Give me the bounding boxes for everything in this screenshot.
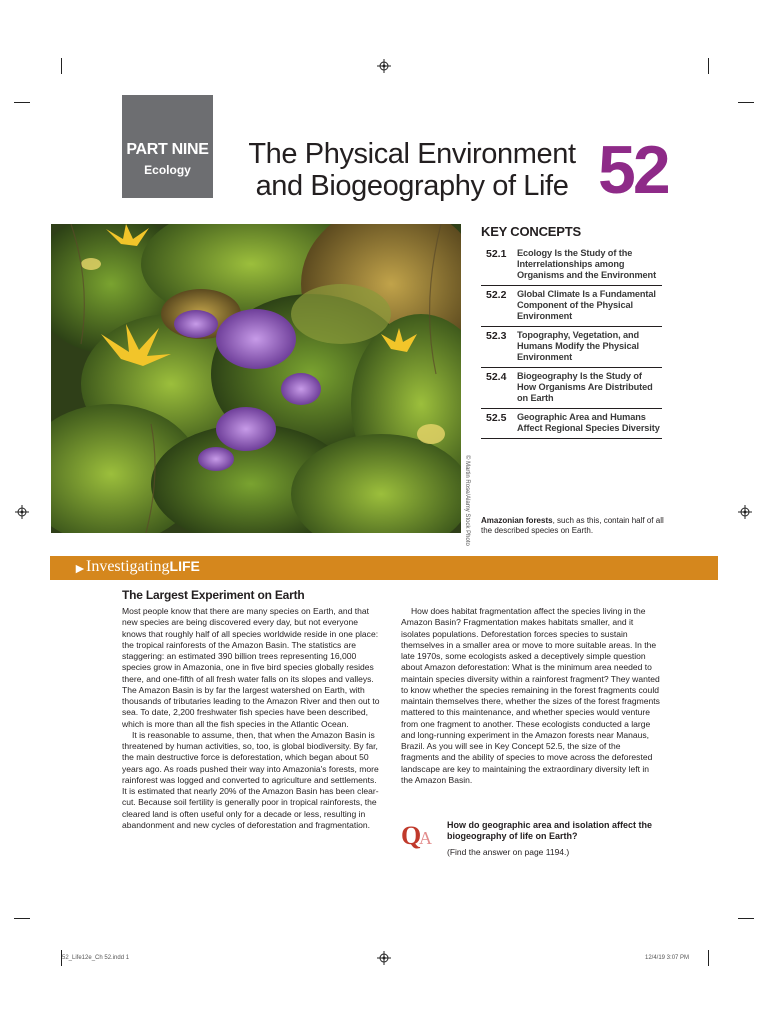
key-concept-item: [481, 286, 662, 327]
chapter-number: 52: [598, 132, 668, 208]
qa-logo-icon: [401, 820, 443, 850]
chapter-title: [222, 138, 602, 202]
body-paragraph: How does habitat fragmentation affect the species living in the Amazon Basin? Fragmentation makes habitats smaller, and it isolates populations. Deforestation forces species to sustain themselves in a smaller area or move to more suitable areas. In the late 1970s, some ecologists asked a deceptively simple question about Amazon deforestation: What is the minimum area needed to maintain species diversity within a rainforest fragment? They wanted to know whether the species remaining in the forest fragments could maintain themselves there, whether the sizes of the forest fragments mattered to this maintenance, and whether species would venture from one fragment to another. These ecologists conducted a large and long-running experiment in the Amazon forests near Manaus, Brazil. As you will see in Key Concept 52.5, the size of the fragments and the ability of species to move across the deforested landscape are key to maintaining the extraordinary diversity left in the Amazon Basin.: [401, 606, 660, 785]
body-column-right: [401, 606, 660, 786]
qa-callout: [401, 820, 663, 860]
crop-mark: [708, 58, 709, 74]
body-paragraph: It is reasonable to assume, then, that when the Amazon Basin is threatened by human activities, so, too, is global biodiversity. By far, the main destructive force is deforestation, which began about 50 years ago. As roads pushed their way into Amazonia's forests, more rainforest was logged and converted to agriculture and settlements. It is estimated that nearly 20% of the Amazon Basin has been clear-cut. Because soil fertility is generally poor in tropical rainforests, the cleared land is often useful only for a decade or less, resulting in abandonment and new cycles of deforestation and fragmentation.: [122, 729, 379, 830]
body-column-left: [122, 606, 381, 831]
key-concepts-list: [481, 245, 662, 439]
key-concept-number: 52.3: [486, 330, 507, 342]
photo-credit-wrap: [462, 455, 472, 546]
photo-caption-bold: Amazonian forests: [481, 516, 553, 525]
photo-caption-rest: , such as this, contain half of all the described species on Earth.: [481, 516, 664, 535]
key-concept-number: 52.5: [486, 412, 507, 424]
investigating-life-label: [86, 558, 200, 576]
part-label-box: [122, 95, 213, 198]
play-arrow-icon: ►: [73, 560, 87, 576]
rainforest-canopy-image: [51, 224, 461, 533]
crop-mark: [708, 950, 709, 966]
section-title: The Largest Experiment on Earth: [122, 588, 305, 602]
key-concept-item: [481, 409, 662, 439]
footer-timestamp: 12/4/19 3:07 PM: [645, 955, 690, 961]
key-concept-item: [481, 245, 662, 286]
key-concept-text: Global Climate Is a Fundamental Component of the Physical Environment: [517, 289, 656, 321]
key-concept-text: Biogeography Is the Study of How Organisms Are Distributed on Earth: [517, 371, 653, 403]
crop-mark: [14, 102, 30, 103]
photo-caption: [481, 516, 671, 536]
crop-mark: [738, 102, 754, 103]
rainforest-photo: [51, 224, 461, 533]
key-concept-text: Topography, Vegetation, and Humans Modify the Physical Environment: [517, 330, 640, 362]
crop-mark: [738, 918, 754, 919]
qa-logo-q: Q: [401, 821, 422, 850]
part-label: PART NINE: [126, 141, 209, 158]
registration-mark-icon: [377, 951, 391, 965]
key-concept-text: Geographic Area and Humans Affect Regional Species Diversity: [517, 412, 660, 433]
registration-mark-icon: [738, 505, 752, 519]
body-paragraph: Most people know that there are many species on Earth, and that new species are being discovered every day, but not everyone knows that roughly half of all species worldwide reside in one place: the tropical rainforests of the Amazon Basin. The statistics are staggering: an estimated 390 billion trees representing 16,000 species grow in Amazonia, one in five bird species globally resides there, and one-fifth of all fresh water falls on its slopes and valleys. The Amazon Basin is by far the largest watershed on Earth, with thousands of tributaries leading to the Amazon River and then out to sea. To date, 2,200 freshwater fish species have been described, which is more than all the fish species in the Atlantic Ocean.: [122, 606, 380, 729]
photo-credit: © Martin Rose/Alamy Stock Photo: [464, 455, 470, 546]
key-concept-number: 52.4: [486, 371, 507, 383]
investigating-prefix: Investigating: [86, 558, 170, 575]
registration-mark-icon: [15, 505, 29, 519]
registration-mark-icon: [377, 59, 391, 73]
footer-file-info: 52_Life12e_Ch 52.indd 1: [62, 955, 130, 961]
part-subtitle: Ecology: [144, 163, 191, 177]
chapter-title-line1: The Physical Environment: [248, 138, 576, 170]
qa-answer-reference: (Find the answer on page 1194.): [447, 847, 570, 857]
qa-logo-a: A: [419, 828, 432, 848]
key-concept-number: 52.1: [486, 248, 507, 260]
key-concept-number: 52.2: [486, 289, 507, 301]
key-concept-item: [481, 368, 662, 409]
investigating-emph: LIFE: [169, 558, 200, 574]
qa-question: How do geographic area and isolation affect the biogeography of life on Earth?: [447, 820, 653, 841]
chapter-title-line2: and Biogeography of Life: [255, 170, 569, 202]
crop-mark: [14, 918, 30, 919]
key-concept-item: [481, 327, 662, 368]
crop-mark: [61, 58, 62, 74]
key-concepts-title: KEY CONCEPTS: [481, 224, 581, 239]
key-concept-text: Ecology Is the Study of the Interrelationships among Organisms and the Environment: [517, 248, 657, 280]
